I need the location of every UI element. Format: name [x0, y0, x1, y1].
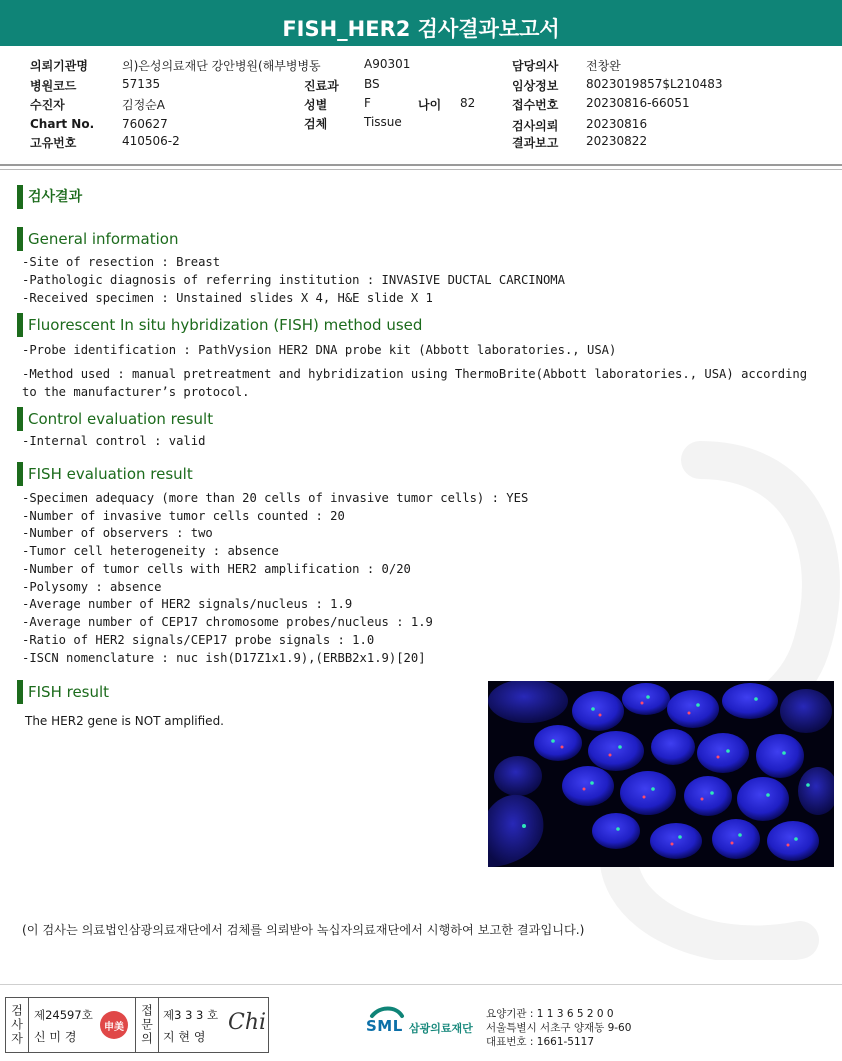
specimen-label: 검체: [304, 117, 328, 131]
confirmer-license: 제3 3 3 호: [163, 1008, 219, 1022]
evaluation-line: -ISCN nomenclature : nuc ish(D17Z1x1.9),(ERBB2x1.9)[20]: [22, 651, 426, 665]
institution-label: 의뢰기관명: [30, 59, 88, 73]
patient-label: 수진자: [30, 98, 65, 112]
doctor-value: 전창완: [586, 59, 621, 73]
chart-label: Chart No.: [30, 117, 95, 131]
examiner-seal: 申美: [100, 1011, 128, 1039]
unique-label: 고유번호: [30, 136, 77, 150]
fish-result-text: The HER2 gene is NOT amplified.: [25, 714, 224, 728]
phone-number: 대표번호 : 1661-5117: [486, 1036, 595, 1048]
evaluation-line: -Specimen adequacy (more than 20 cells of invasive tumor cells) : YES: [22, 491, 529, 505]
fish-result-heading: FISH result: [17, 680, 109, 704]
evaluation-line: -Ratio of HER2 signals/CEP17 probe signals : 1.0: [22, 633, 375, 647]
hospital-code-label: 병원코드: [30, 79, 77, 93]
request-label: 검사의뢰: [512, 119, 559, 133]
header-divider-thin: [0, 169, 842, 170]
result-heading: 검사결과: [17, 185, 82, 209]
general-line: -Pathologic diagnosis of referring institution : INVASIVE DUCTAL CARCINOMA: [22, 273, 565, 287]
dept-value: BS: [364, 77, 380, 91]
institution-code: A90301: [364, 57, 411, 71]
evaluation-line: -Number of invasive tumor cells counted : 20: [22, 509, 345, 523]
evaluation-line: -Tumor cell heterogeneity : absence: [22, 544, 279, 558]
report-label: 결과보고: [512, 136, 559, 150]
report-title: FISH_HER2 검사결과보고서: [0, 0, 842, 46]
general-line: -Site of resection : Breast: [22, 255, 221, 269]
confirmer-label-text: 접문의: [139, 1004, 154, 1046]
sml-logo-name: 삼광의료재단: [409, 1022, 473, 1035]
age-label: 나이: [418, 98, 442, 112]
disclaimer: (이 검사는 의료법인삼광의료재단에서 검체를 의뢰받아 녹십자의료재단에서 시행하여 보고한 결과입니다.): [22, 923, 585, 937]
general-line: -Received specimen : Unstained slides X 4, H&E slide X 1: [22, 291, 433, 305]
method-line: to the manufacturer’s protocol.: [22, 385, 250, 399]
report-value: 20230822: [586, 134, 648, 148]
receipt-value: 20230816-66051: [586, 96, 690, 110]
general-heading: General information: [17, 227, 178, 251]
doctor-label: 담당의사: [512, 59, 559, 73]
receipt-label: 접수번호: [512, 98, 559, 112]
sex-value: F: [364, 96, 371, 110]
dept-label: 진료과: [304, 79, 339, 93]
control-heading: Control evaluation result: [17, 407, 213, 431]
request-value: 20230816: [586, 117, 648, 131]
evaluation-line: -Number of observers : two: [22, 526, 213, 540]
evaluation-line: -Number of tumor cells with HER2 amplification : 0/20: [22, 562, 411, 576]
age-value: 82: [460, 96, 476, 110]
method-heading: Fluorescent In situ hybridization (FISH) method used: [17, 313, 422, 337]
unique-value: 410506-2: [122, 134, 180, 148]
institution-value: 의)은성의료재단 강안병원(해부병병동: [122, 59, 321, 73]
confirmer-name: 지 현 영: [163, 1030, 206, 1044]
sex-label: 성별: [304, 98, 328, 112]
chart-value: 760627: [122, 117, 168, 131]
method-line: -Method used : manual pretreatment and hybridization using ThermoBrite(Abbott laboratories., USA) according: [22, 367, 808, 381]
fish-microscopy-image: [488, 681, 834, 867]
clinical-value: 8023019857$L210483: [586, 77, 723, 91]
evaluation-line: -Average number of HER2 signals/nucleus : 1.9: [22, 597, 353, 611]
signature-box: [5, 997, 269, 1053]
patient-value: 김정순A: [122, 98, 165, 112]
examiner-license: 제24597호: [34, 1008, 93, 1022]
control-line: -Internal control : valid: [22, 434, 206, 448]
specimen-value: Tissue: [364, 115, 402, 129]
evaluation-heading: FISH evaluation result: [17, 462, 193, 486]
evaluation-line: -Average number of CEP17 chromosome probes/nucleus : 1.9: [22, 615, 433, 629]
evaluation-line: -Polysomy : absence: [22, 580, 162, 594]
hospital-code-value: 57135: [122, 77, 161, 91]
confirmer-label: [135, 998, 159, 1052]
method-line: -Probe identification : PathVysion HER2 DNA probe kit (Abbott laboratories., USA): [22, 343, 617, 357]
address: 서울특별시 서초구 양재동 9-60: [486, 1022, 632, 1034]
confirmer-signature: Chi: [228, 1010, 267, 1035]
header-divider: [0, 164, 842, 166]
footer-divider: [0, 984, 842, 985]
examiner-label-text: 검사자: [9, 1004, 24, 1046]
agency-number: 요양기관 : 1 1 3 6 5 2 0 0: [486, 1008, 614, 1020]
clinical-label: 임상정보: [512, 79, 559, 93]
examiner-label: [6, 998, 29, 1052]
examiner-name: 신 미 경: [34, 1030, 77, 1044]
sml-logo-mark: SML: [366, 1017, 403, 1035]
